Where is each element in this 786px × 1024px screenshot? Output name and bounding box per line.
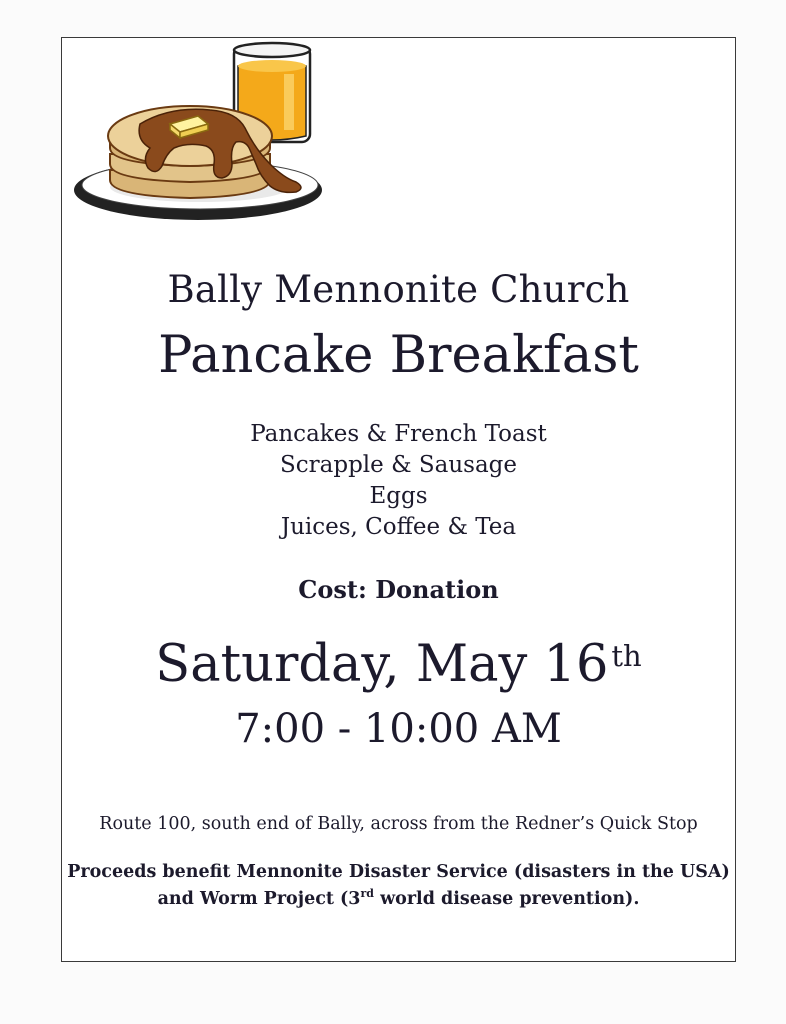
event-time: 7:00 - 10:00 AM [235, 706, 562, 752]
proceeds-line-1: Proceeds benefit Mennonite Disaster Service (disasters in the USA) [67, 862, 730, 882]
event-date-text: Saturday, May 16 [155, 635, 609, 694]
event-title: Pancake Breakfast [158, 326, 639, 385]
proceeds-line-2 [62, 889, 735, 909]
flyer-frame [61, 37, 736, 962]
event-date-suffix: th [611, 639, 642, 673]
menu-item: Pancakes & French Toast [250, 421, 547, 447]
pancake-breakfast-illustration [70, 40, 322, 220]
proceeds-line-2-end: world disease prevention). [374, 889, 640, 909]
cost-line: Cost: Donation [298, 575, 499, 604]
menu-item: Eggs [369, 483, 428, 509]
proceeds-line-2-start: and Worm Project (3 [157, 889, 361, 909]
proceeds-line-2-ordinal: rd [360, 887, 374, 900]
event-date [62, 635, 735, 694]
church-name: Bally Mennonite Church [167, 268, 630, 311]
location-line: Route 100, south end of Bally, across from the Redner’s Quick Stop [99, 814, 698, 834]
menu-item: Juices, Coffee & Tea [280, 514, 517, 540]
menu-item: Scrapple & Sausage [280, 452, 517, 478]
